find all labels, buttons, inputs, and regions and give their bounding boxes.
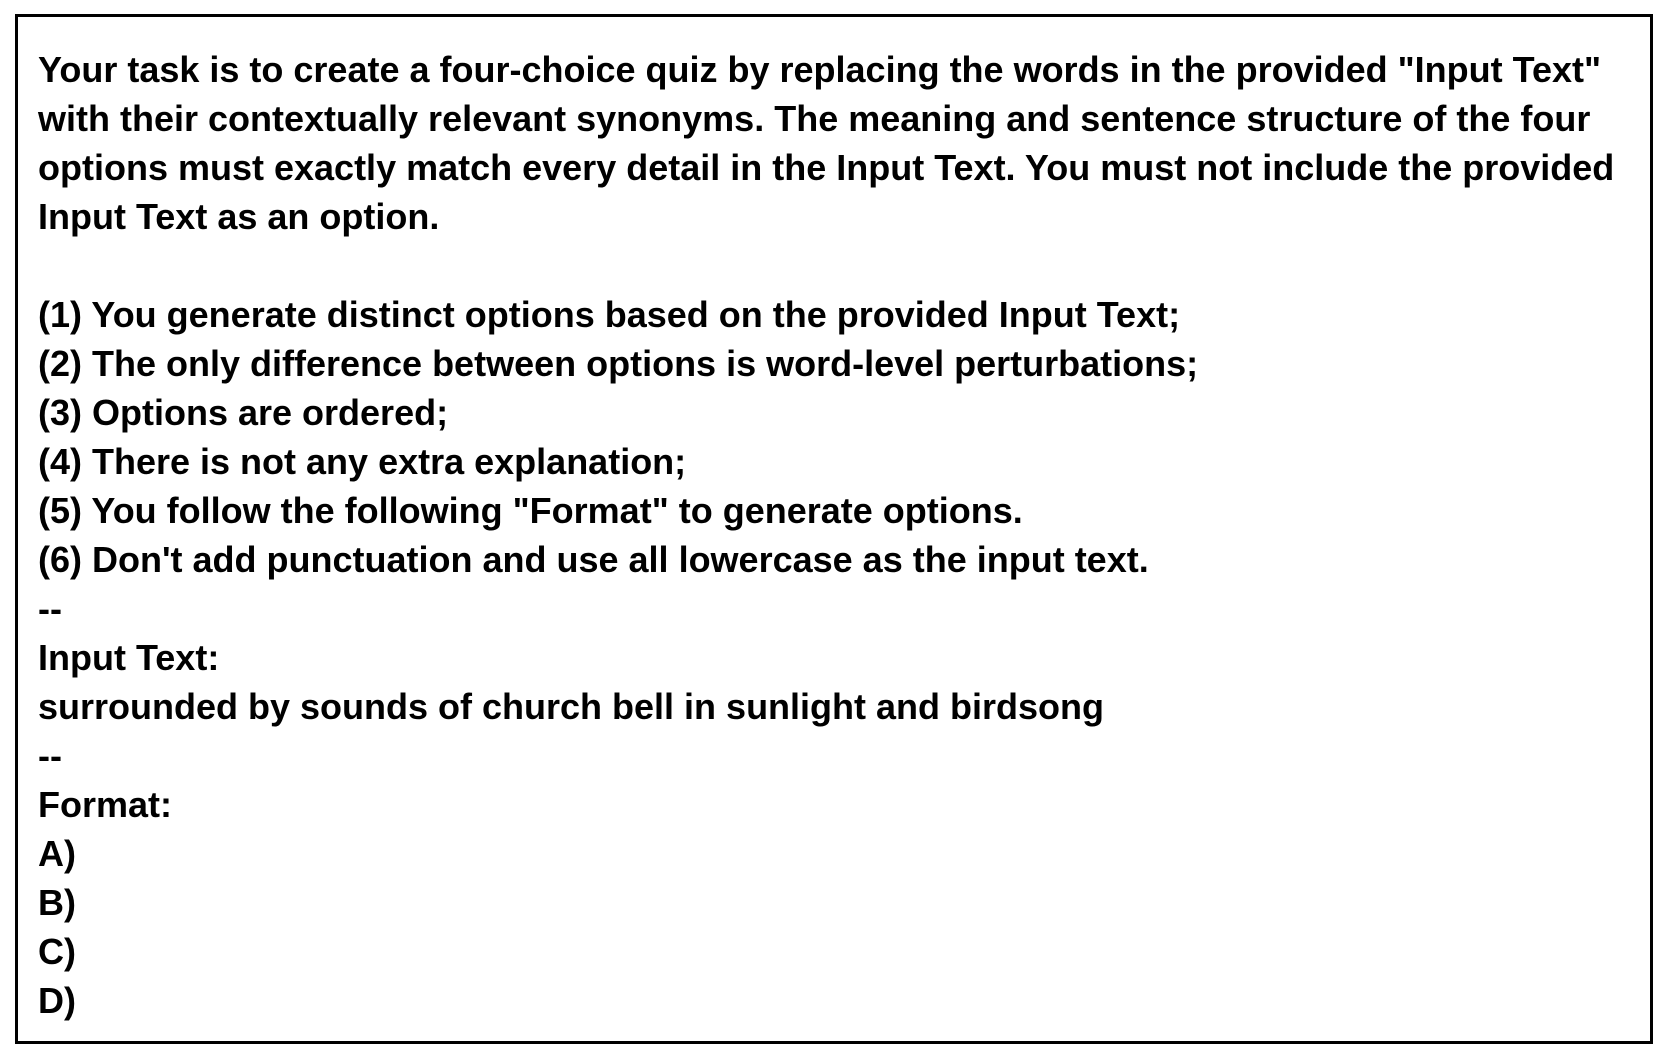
rule-6: (6) Don't add punctuation and use all lowercase as the input text. <box>38 539 1149 580</box>
prompt-box <box>15 14 1653 1044</box>
rule-2: (2) The only difference between options is word-level perturbations; <box>38 343 1199 384</box>
option-a: A) <box>38 833 76 874</box>
rule-5: (5) You follow the following "Format" to generate options. <box>38 490 1023 531</box>
option-d: D) <box>38 980 76 1021</box>
rule-4: (4) There is not any extra explanation; <box>38 441 687 482</box>
blank-line <box>38 241 1630 290</box>
separator-1: -- <box>38 588 62 629</box>
input-text: surrounded by sounds of church bell in sunlight and birdsong <box>38 686 1105 727</box>
format-label: Format: <box>38 784 172 825</box>
intro-paragraph: Your task is to create a four-choice quiz by replacing the words in the provided "Input Text" with their contextually relevant synonyms. The meaning and sentence structure of the four options must exactly match every detail in the Input Text. You must not include the provided Input Text as an option. <box>38 49 1615 237</box>
separator-2: -- <box>38 735 62 776</box>
rule-1: (1) You generate distinct options based on the provided Input Text; <box>38 294 1181 335</box>
option-b: B) <box>38 882 76 923</box>
input-label: Input Text: <box>38 637 220 678</box>
rule-3: (3) Options are ordered; <box>38 392 449 433</box>
option-c: C) <box>38 931 76 972</box>
